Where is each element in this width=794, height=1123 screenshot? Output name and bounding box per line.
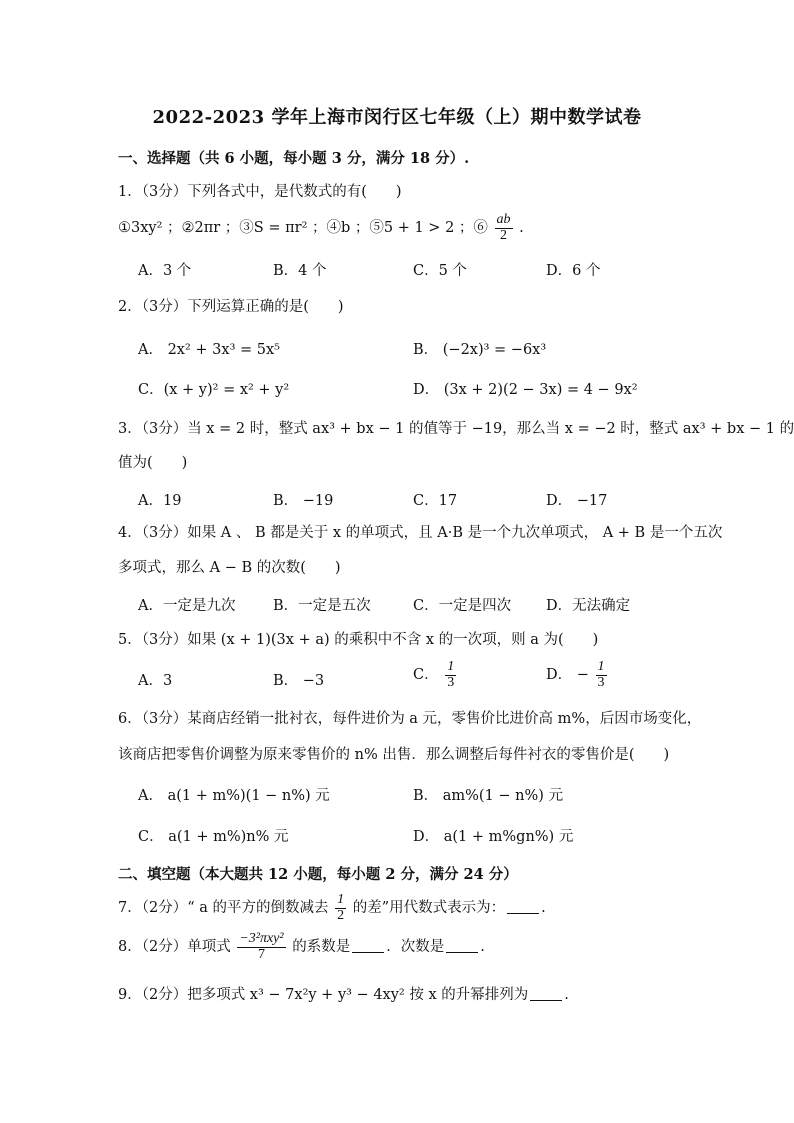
question-1-items	[118, 213, 524, 243]
q6-option-d: D． a(1 + m%gn%) 元	[413, 829, 574, 845]
q3-option-b: B． −19	[273, 493, 334, 509]
answer-blank	[507, 913, 539, 914]
page-title: 2022-2023 学年上海市闵行区七年级（上）期中数学试卷	[152, 107, 642, 128]
q6-option-c: C． a(1 + m%)n% 元	[138, 829, 289, 845]
fraction-denominator: 7	[257, 946, 265, 962]
question-6-stem-line2: 该商店把零售价调整为原来零售价的 n% 出售．那么调整后每件衬衣的零售价是( )	[118, 747, 670, 763]
q5-option-a: A．3	[138, 673, 173, 689]
fraction-numerator: 1	[597, 659, 605, 674]
q4-option-c: C．一定是四次	[413, 598, 512, 614]
question-9-pre: 9．（2分）把多项式 x³ − 7x²y + y³ − 4xy² 按 x 的升幂排列为	[118, 987, 529, 1003]
question-8-post: 的系数是	[292, 939, 351, 956]
fraction-denominator: 3	[447, 674, 455, 690]
fraction-negative-one-third	[596, 660, 607, 690]
fraction-ab-over-2	[495, 213, 513, 243]
question-9	[118, 983, 569, 1004]
q3-option-a: A．19	[138, 493, 182, 509]
fraction-numerator: 1	[447, 659, 455, 674]
question-1-items-end: .	[519, 220, 524, 237]
fraction-numerator: ab	[496, 212, 511, 227]
question-3-stem-line2: 值为( )	[118, 455, 188, 471]
q5-option-d-minus: −	[576, 667, 589, 684]
q5-option-d-label: D．	[546, 667, 573, 684]
question-9-end: .	[564, 987, 569, 1003]
fraction-denominator: 2	[500, 227, 508, 243]
question-2-stem: 2．（3分）下列运算正确的是( )	[118, 299, 344, 315]
question-4-stem-line1: 4．（3分）如果 A 、 B 都是关于 x 的单项式，且 A·B 是一个九次单项式， A + B 是一个五次	[118, 525, 723, 541]
question-8-mid: ．次数是	[386, 939, 445, 956]
q3-option-d: D． −17	[546, 493, 608, 509]
q6-option-b: B． am%(1 − n%) 元	[413, 788, 564, 804]
answer-blank-degree	[446, 952, 478, 953]
q3-option-c: C．17	[413, 493, 458, 509]
answer-blank-coefficient	[352, 952, 384, 953]
question-8-end: .	[480, 939, 485, 956]
fraction-denominator: 2	[337, 907, 345, 923]
q5-option-b: B． −3	[273, 673, 325, 689]
answer-blank	[530, 1000, 562, 1001]
question-7	[118, 893, 546, 923]
question-7-pre: 7．（2分）“ a 的平方的倒数减去	[118, 900, 329, 917]
question-8	[118, 932, 485, 962]
q4-option-a: A．一定是九次	[138, 598, 236, 614]
question-1-stem: 1．（3分）下列各式中，是代数式的有( )	[118, 184, 402, 200]
q2-option-c: C．(x + y)² = x² + y²	[138, 382, 290, 398]
q1-option-c: C．5 个	[413, 263, 467, 279]
fraction-monomial	[237, 932, 285, 962]
q4-option-d: D．无法确定	[546, 598, 631, 614]
q1-option-b: B．4 个	[273, 263, 327, 279]
q4-option-b: B．一定是五次	[273, 598, 371, 614]
q1-option-a: A．3 个	[138, 263, 192, 279]
question-1-items-text: ①3xy² ；②2πr ；③S = πr² ；④b ；⑤5 + 1 > 2 ；⑥	[118, 220, 488, 237]
question-5-stem: 5．（3分）如果 (x + 1)(3x + a) 的乘积中不含 x 的一次项，则 a 为( )	[118, 632, 599, 648]
fraction-numerator: −3²πxy²	[239, 931, 284, 946]
section-heading-fill: 二、填空题（本大题共 12 小题，每小题 2 分，满分 24 分）	[118, 866, 518, 883]
q5-option-c	[413, 660, 458, 690]
q2-option-d: D． (3x + 2)(2 − 3x) = 4 − 9x²	[413, 382, 638, 398]
q2-option-a: A． 2x² + 3x³ = 5x⁵	[138, 342, 280, 358]
question-3-stem-line1: 3．（3分）当 x = 2 时，整式 ax³ + bx − 1 的值等于 −19，那么当 x = −2 时，整式 ax³ + bx − 1 的	[118, 421, 794, 437]
question-7-end: .	[541, 900, 546, 917]
section-heading-choice: 一、选择题（共 6 小题，每小题 3 分，满分 18 分）.	[118, 150, 470, 167]
question-7-post: 的差”用代数式表示为：	[352, 900, 506, 917]
q6-option-a: A． a(1 + m%)(1 − n%) 元	[138, 788, 330, 804]
question-8-pre: 8．（2分）单项式	[118, 939, 231, 956]
question-4-stem-line2: 多项式，那么 A − B 的次数( )	[118, 560, 341, 576]
q2-option-b: B． (−2x)³ = −6x³	[413, 342, 547, 358]
fraction-numerator: 1	[337, 892, 345, 907]
fraction-one-third	[445, 660, 456, 690]
fraction-one-half	[335, 893, 346, 923]
question-6-stem-line1: 6．（3分）某商店经销一批衬衣，每件进价为 a 元，零售价比进价高 m%，后因市场变化，	[118, 711, 702, 727]
q5-option-c-label: C．	[413, 667, 439, 684]
fraction-denominator: 3	[597, 674, 605, 690]
q1-option-d: D．6 个	[546, 263, 601, 279]
q5-option-d	[546, 660, 609, 690]
